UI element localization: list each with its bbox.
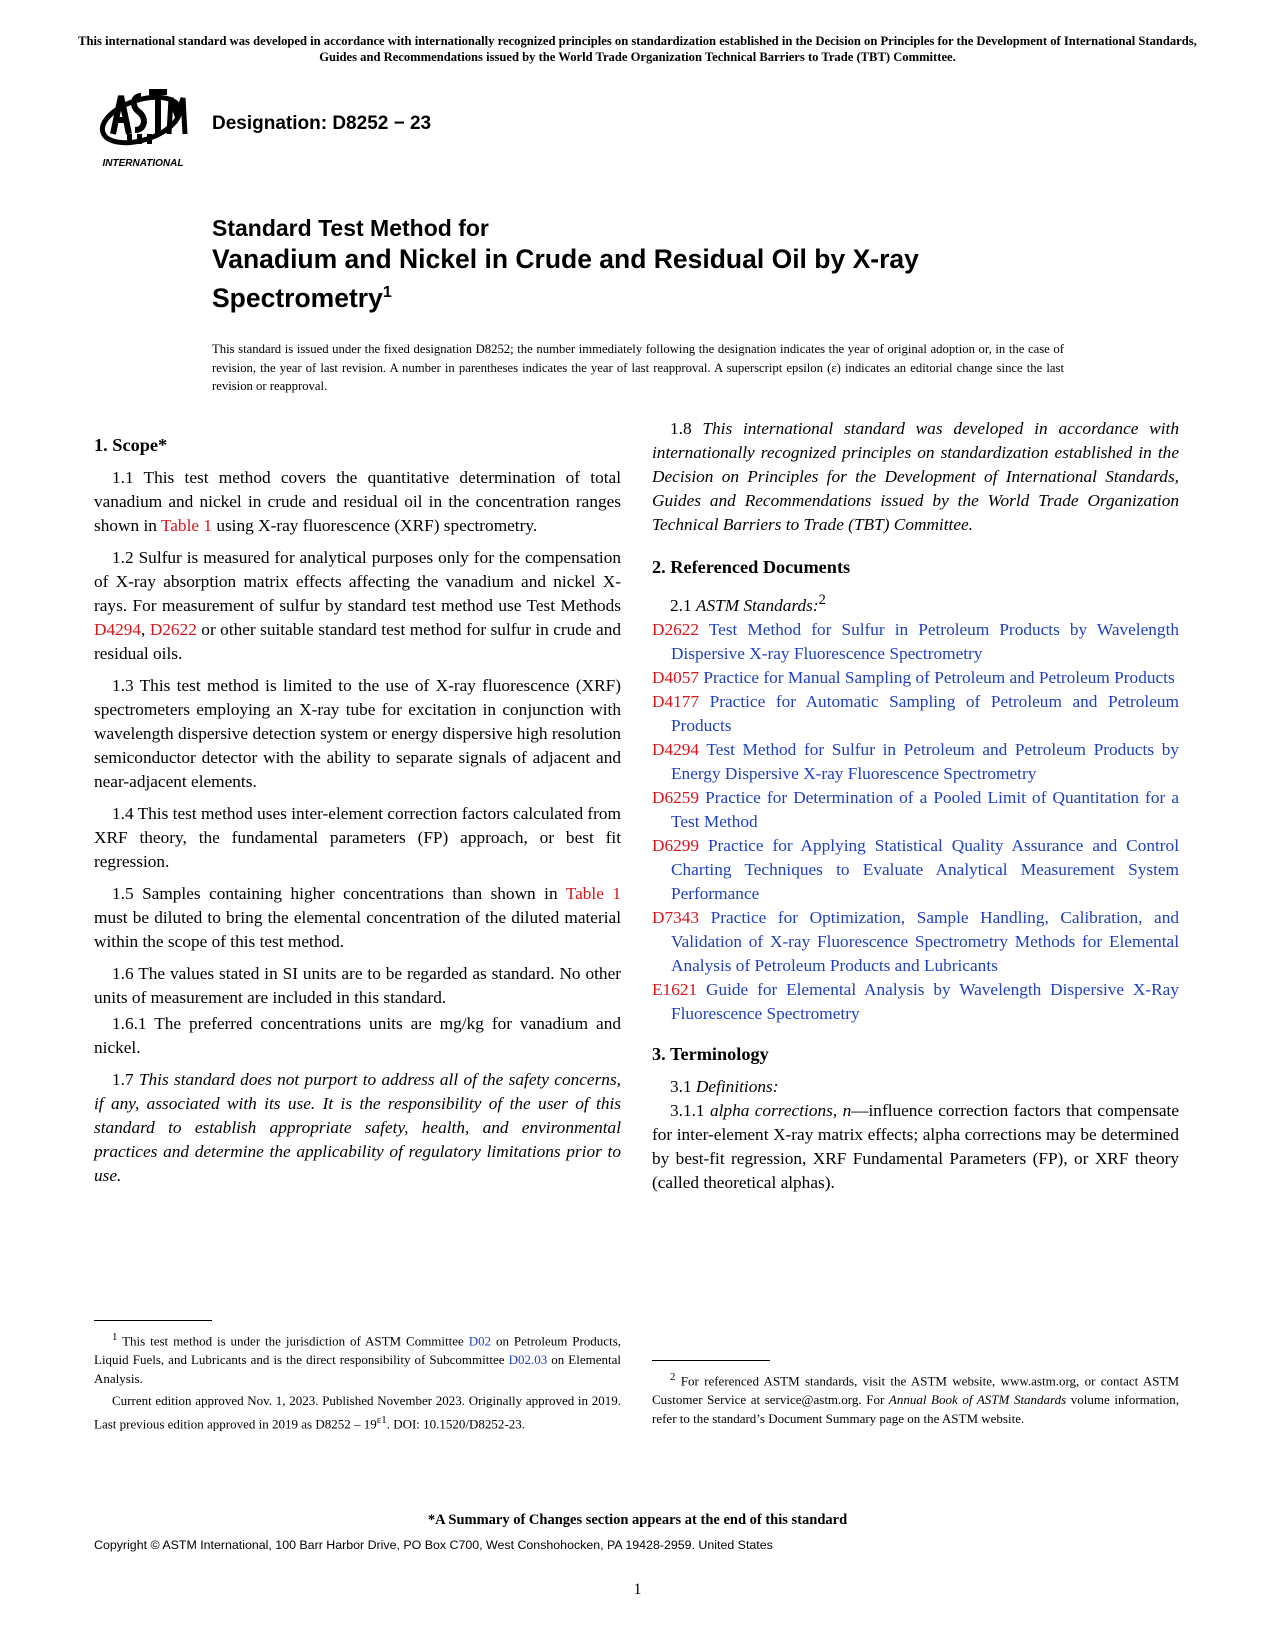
referenced-document-d4177: [652, 690, 1179, 738]
international-standard-notice: This international standard was developed in accordance with internationally recognized principles on standardization established in the Decision on Principles for the Development of International Standards, Guides and Recommendations issued by the World Trade Organization Technical Barriers to Trade (TBT) Committee.: [78, 34, 1197, 64]
document-code-link[interactable]: D7343: [652, 907, 700, 927]
right-column: [652, 417, 1179, 1203]
subcommittee-d02-03-link[interactable]: D02.03: [508, 1352, 548, 1368]
paragraph-1-6: 1.6 The values stated in SI units are to be regarded as standard. No other units of measurement are included in this standard.: [94, 964, 621, 1007]
document-code-link[interactable]: D4294: [652, 739, 700, 759]
paragraph-text: 1.5 Samples containing higher concentrations than shown in: [112, 884, 566, 903]
issue-statement: This standard is issued under the fixed designation D8252; the number immediately following the designation indicates the year of original adoption or, in the case of revision, the year of last revision. A number in parentheses indicates the year of last reapproval. A superscript epsilon (ε) indicates an editorial change since the last revision or reapproval.: [212, 342, 1064, 393]
referenced-document-d6299: [652, 834, 1179, 906]
document-code-link[interactable]: D6259: [652, 787, 700, 807]
subsection-label: Definitions:: [695, 1076, 779, 1096]
committee-d02-link[interactable]: D02: [468, 1333, 492, 1349]
referenced-document-d7343: [652, 906, 1179, 978]
subsection-3-1: [652, 1075, 1179, 1099]
footnote-text: on Elemental Analysis.: [94, 1352, 621, 1386]
footnote-text: on Petroleum Products, Liquid Fuels, and Lubricants and is the direct responsibility of Subcommittee: [94, 1333, 622, 1368]
paragraph-1-6-1: 1.6.1 The preferred concentrations units are mg/kg for vanadium and nickel.: [94, 1014, 621, 1057]
title-line-3: [212, 276, 1172, 315]
paragraph-text: 1.2 Sulfur is measured for analytical purposes only for the compensation of X-ray absorption matrix effects affecting the vanadium and nickel X-rays. For measurement of sulfur by standard test method use Test Methods: [94, 548, 621, 615]
footnote-1: [94, 1328, 621, 1438]
astm-logo-mark: [93, 82, 193, 174]
referenced-document-d4294: [652, 738, 1179, 786]
definition-text: —influence correction factors that compensate for inter-element X-ray matrix effects; alpha corrections may be determined by best-fit regression, XRF Fundamental Parameters (FP), or XRF theory (called theoretical alphas).: [652, 1100, 1179, 1192]
subsection-2-1: [652, 588, 1179, 618]
referenced-document-d4057: [652, 666, 1179, 690]
document-title-link[interactable]: Guide for Elemental Analysis by Wavelength Dispersive X-Ray Fluorescence Spectrometry: [671, 979, 1179, 1023]
table-1-link[interactable]: Table 1: [565, 884, 622, 903]
document-code-link[interactable]: D4057: [652, 667, 700, 687]
title-line-3-text: Spectrometry: [212, 282, 383, 313]
paragraph-number: 1.8: [670, 419, 703, 438]
paragraph-1-1: [94, 466, 621, 538]
document-title-link[interactable]: Practice for Manual Sampling of Petroleum and Petroleum Products: [703, 667, 1175, 687]
footnote-text: This test method is under the jurisdiction of ASTM Committee: [117, 1333, 469, 1349]
paragraph-text: using X-ray fluorescence (XRF) spectrometry.: [212, 516, 538, 535]
footnote-text: volume information, refer to the standard’s Document Summary page on the ASTM website.: [652, 1392, 1180, 1426]
referenced-documents-list: [652, 618, 1179, 1026]
title-footnote-mark: 1: [382, 284, 392, 301]
paragraph-1-7: [94, 1068, 621, 1188]
table-1-link[interactable]: Table 1: [160, 516, 212, 535]
paragraph-3-1-1: [652, 1099, 1179, 1195]
section-heading-terminology: 3. Terminology: [652, 1043, 769, 1064]
paragraph-1-4: 1.4 This test method uses inter-element correction factors calculated from XRF theory, the fundamental parameters (FP) approach, or best fit regression.: [94, 804, 621, 871]
footnote-mark: 1: [112, 1331, 118, 1343]
title-line-1: Standard Test Method for: [212, 215, 489, 241]
subsection-label: ASTM Standards:: [695, 595, 819, 615]
document-title: [212, 213, 1172, 315]
referenced-document-d2622: [652, 618, 1179, 666]
document-code-link[interactable]: D2622: [652, 619, 700, 639]
paragraph-text: ,: [141, 620, 150, 639]
section-heading-scope: 1. Scope*: [94, 435, 168, 455]
copyright: Copyright © ASTM International, 100 Barr Harbor Drive, PO Box C700, West Conshohocken, PA 19428-2959. United States: [94, 1538, 773, 1552]
referenced-document-d6259: [652, 786, 1179, 834]
document-title-link[interactable]: Test Method for Sulfur in Petroleum and Petroleum Products by Energy Dispersive X-ray Fluorescence Spectrometry: [671, 739, 1179, 783]
paragraph-number: 3.1: [670, 1076, 696, 1096]
logo-text: INTERNATIONAL: [102, 158, 184, 169]
paragraph-1-3: 1.3 This test method is limited to the use of X-ray fluorescence (XRF) spectrometers employing an X-ray tube for excitation in conjunction with wavelength dispersive detection system or energy dispersive high resolution semiconductor detector with the ability to separate signals of adjacent and near-adjacent elements.: [94, 676, 621, 791]
d4294-link[interactable]: D4294: [94, 620, 142, 639]
defined-term: alpha corrections, n: [709, 1100, 852, 1120]
document-code-link[interactable]: D4177: [652, 691, 700, 711]
footnote-2-text: [652, 1368, 1179, 1428]
paragraph-1-8: [652, 417, 1179, 537]
footnote-2: [652, 1368, 1179, 1432]
document-title-link[interactable]: Practice for Automatic Sampling of Petroleum and Petroleum Products: [671, 691, 1179, 735]
footnote-text: . DOI: 10.1520/D8252-23.: [386, 1416, 525, 1432]
document-code-link[interactable]: D6299: [652, 835, 700, 855]
footnote-italic: Annual Book of ASTM Standards: [888, 1392, 1067, 1408]
referenced-document-e1621: [652, 978, 1179, 1026]
paragraph-text: must be diluted to bring the elemental concentration of the diluted material within the scope of this test method.: [94, 908, 621, 951]
paragraph-number: 3.1.1: [670, 1100, 710, 1120]
footnote-mark: 2: [670, 1371, 676, 1383]
d2622-link[interactable]: D2622: [149, 620, 197, 639]
footnote-1-edition: [94, 1392, 621, 1434]
paragraph-text: or other suitable standard test method for sulfur in crude and residual oils.: [94, 620, 621, 663]
document-code-link[interactable]: E1621: [652, 979, 698, 999]
paragraph-text: 1.1 This test method covers the quantitative determination of total vanadium and nickel in crude and residual oil in the concentration ranges shown in: [94, 468, 621, 535]
astm-logo: [93, 82, 193, 174]
paragraph-1-5: [94, 882, 621, 954]
paragraph-number: 1.7: [112, 1070, 139, 1089]
document-title-link[interactable]: Test Method for Sulfur in Petroleum Products by Wavelength Dispersive X-ray Fluorescence Spectrometry: [671, 619, 1180, 663]
document-title-link[interactable]: Practice for Optimization, Sample Handling, Calibration, and Validation of X-ray Fluorescence Spectrometry Methods for Elemental Analysis of Petroleum Products and Lubricants: [671, 907, 1179, 975]
wto-statement: This international standard was developed in accordance with internationally recognized principles on standardization established in the Decision on Principles for the Development of International Standards, Guides and Recommendations issued by the World Trade Organization Technical Barriers to Trade (TBT) Committee.: [652, 419, 1179, 534]
footnote-mark: 2: [818, 592, 826, 608]
safety-statement: This standard does not purport to address all of the safety concerns, if any, associated with its use. It is the responsibility of the user of this standard to establish appropriate safety, health, and environmental practices and determine the applicability of regulatory limitations prior to use.: [94, 1070, 621, 1185]
footnote-text: Current edition approved Nov. 1, 2023. Published November 2023. Originally approved in 2019. Last previous edition approved in 2019 as D8252 – 19: [94, 1393, 621, 1432]
document-title-link[interactable]: Practice for Determination of a Pooled Limit of Quantitation for a Test Method: [671, 787, 1179, 831]
paragraph-1-2: [94, 546, 621, 666]
footnote-divider-left: [94, 1320, 212, 1321]
paragraph-number: 2.1: [670, 595, 696, 615]
document-title-link[interactable]: Practice for Applying Statistical Quality Assurance and Control Charting Techniques to Evaluate Analytical Measurement System Performance: [671, 835, 1179, 903]
left-column: [94, 433, 621, 1196]
section-heading-referenced-documents: 2. Referenced Documents: [652, 557, 851, 577]
epsilon-mark: ε1: [376, 1414, 387, 1427]
title-line-2: Vanadium and Nickel in Crude and Residual Oil by X-ray: [212, 244, 919, 274]
page-number: 1: [633, 1581, 642, 1598]
summary-of-changes-note: *A Summary of Changes section appears at the end of this standard: [427, 1512, 848, 1528]
footnote-text: For referenced ASTM standards, visit the ASTM website, www.astm.org, or contact ASTM Customer Service at service@astm.org. For: [652, 1373, 1179, 1408]
footnote-1-jurisdiction: [94, 1328, 621, 1388]
designation: Designation: D8252 − 23: [212, 113, 432, 134]
footnote-divider-right: [652, 1360, 770, 1361]
